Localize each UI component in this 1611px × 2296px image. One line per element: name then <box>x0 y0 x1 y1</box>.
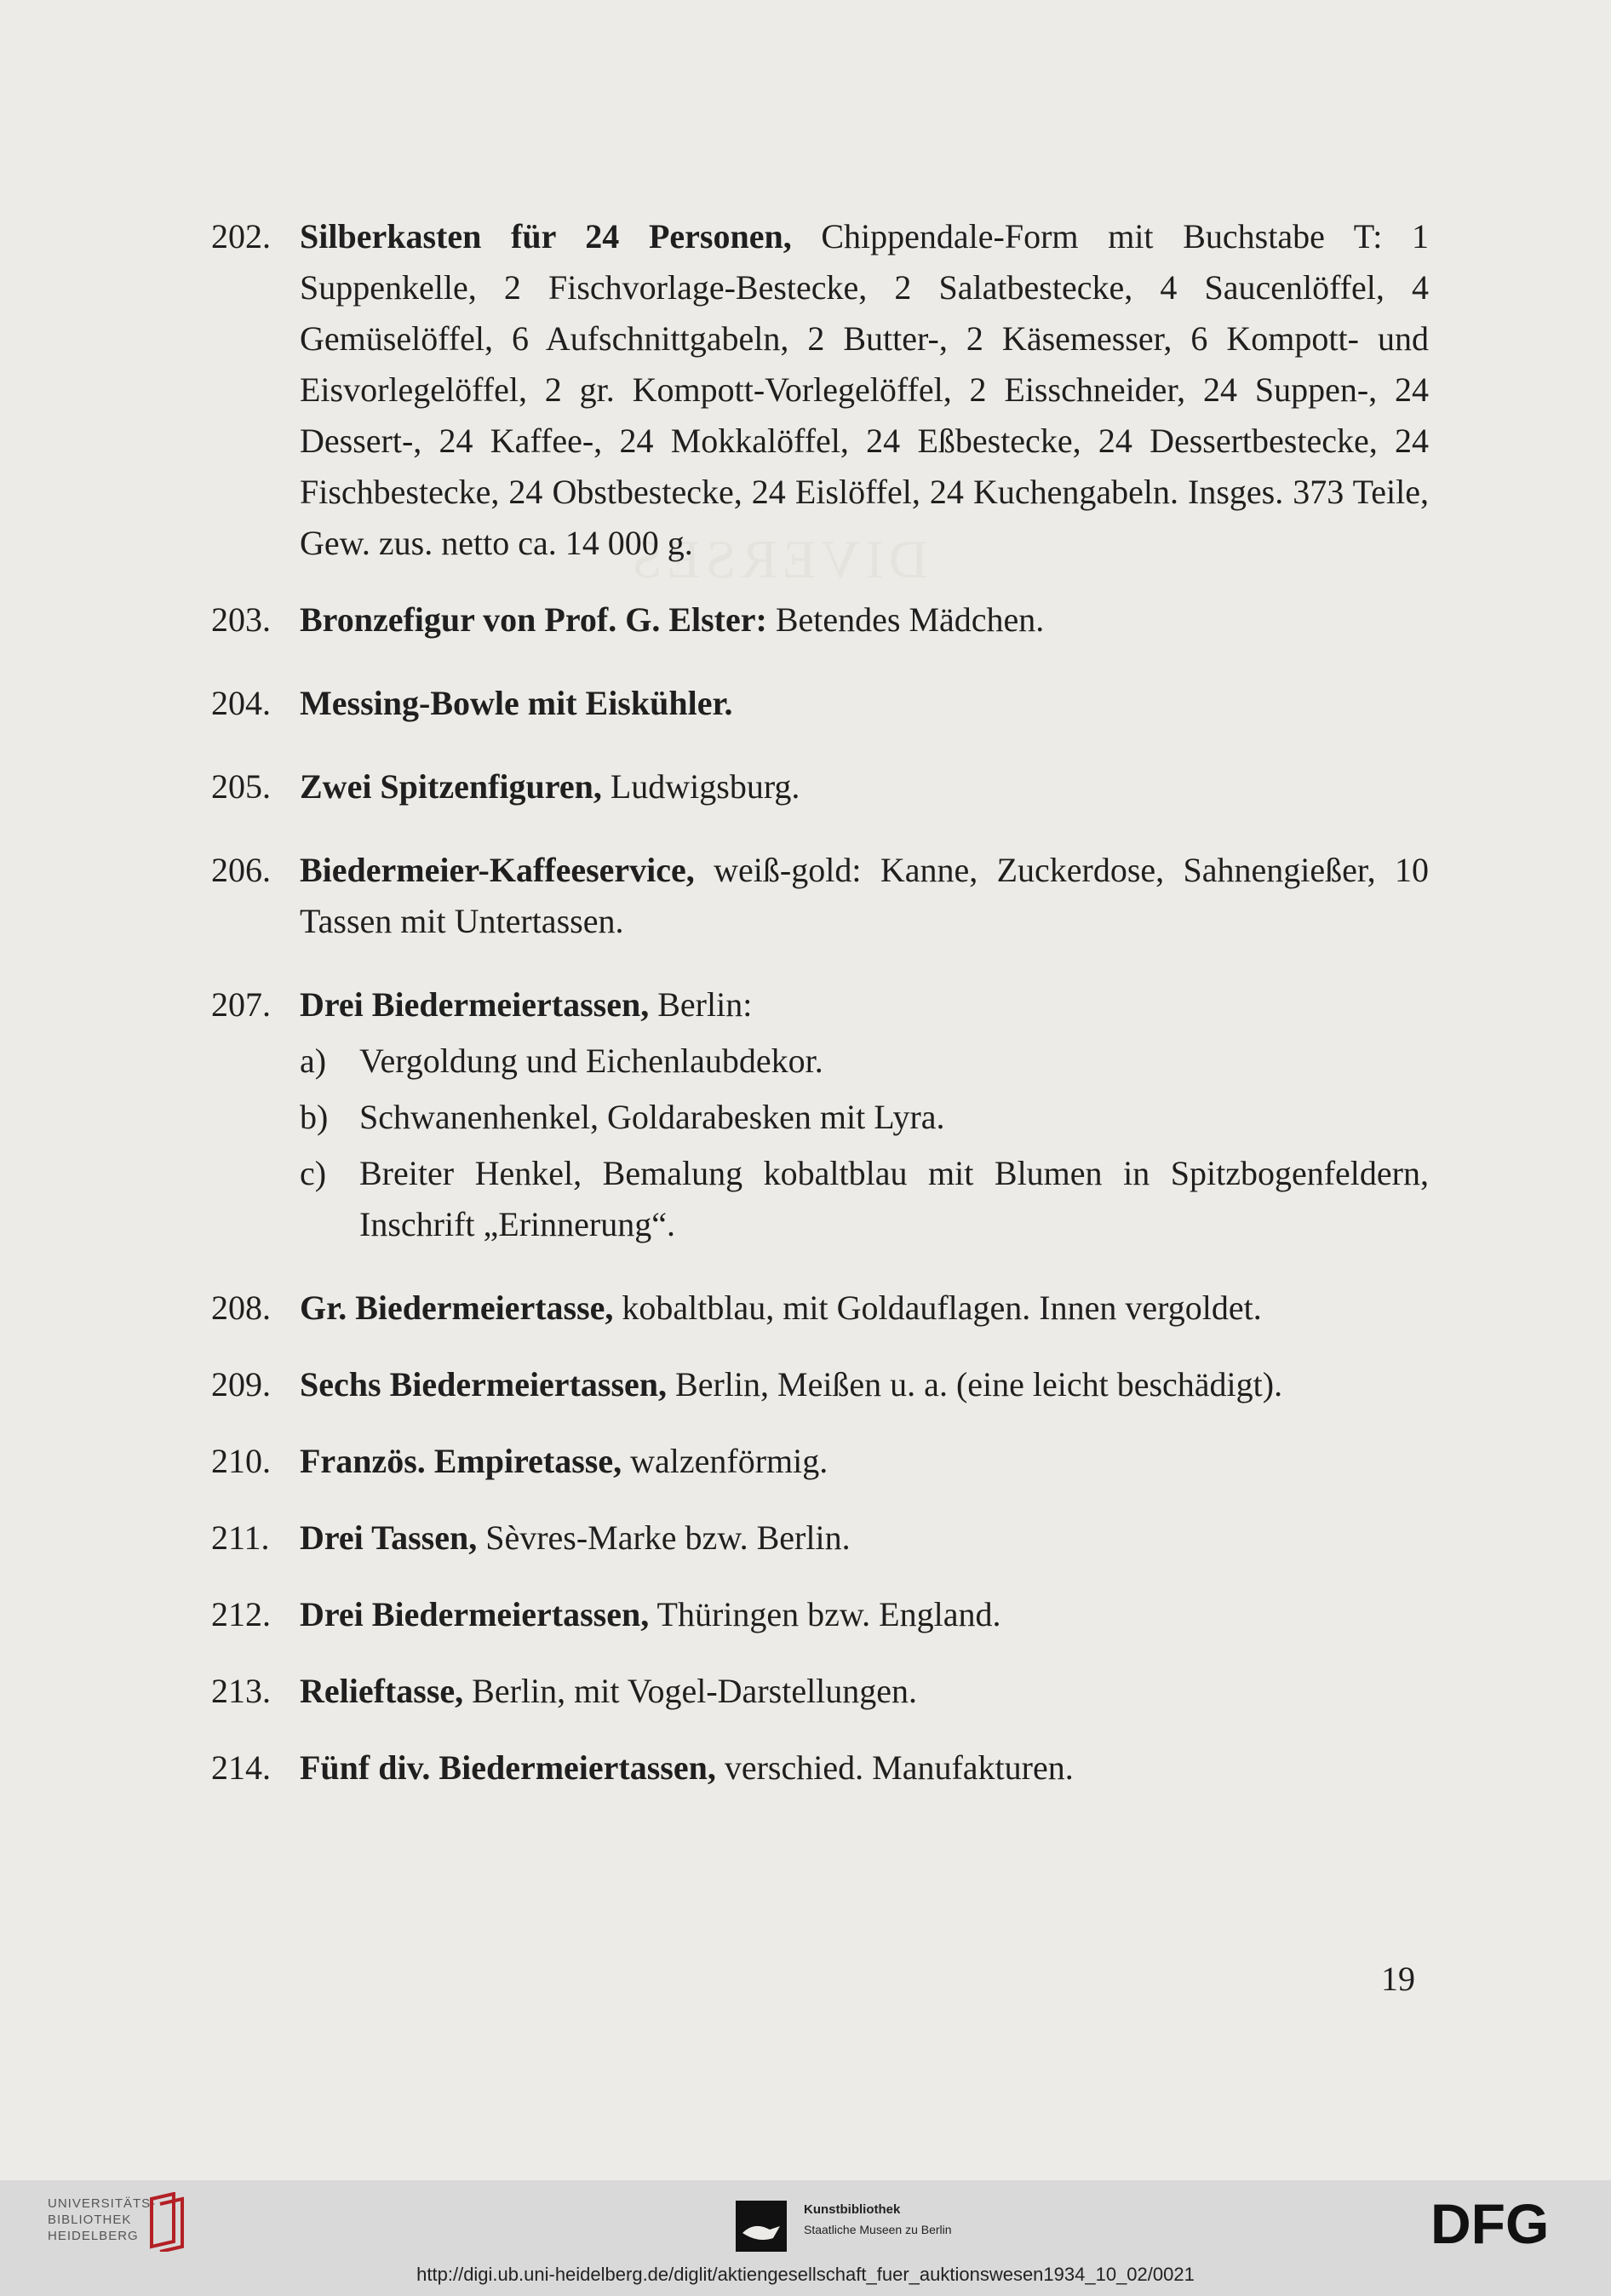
permalink-url[interactable]: http://digi.ub.uni-heidelberg.de/diglit/aktiengesellschaft_fuer_auktionswesen1934_10_02/0021 <box>416 2264 1195 2285</box>
ub-line: UNIVERSITÄTS- <box>48 2196 157 2211</box>
dfg-logo-text: DFG <box>1430 2194 1550 2253</box>
footer-bar <box>0 2180 1611 2296</box>
lot-description: Berlin, mit Vogel-Darstellungen. <box>463 1672 918 1710</box>
sub-item <box>300 1092 1429 1143</box>
page-number: 19 <box>1381 1960 1415 1998</box>
lot-entry <box>211 979 1429 1250</box>
lot-title: Drei Biedermeiertassen, <box>300 1595 650 1633</box>
ub-line: BIBLIOTHEK <box>48 2213 132 2227</box>
lot-title: Silberkasten für 24 Personen, <box>300 217 792 255</box>
lot-number: 211. <box>211 1518 270 1557</box>
sub-item <box>300 1148 1429 1250</box>
lot-entry <box>211 1359 1429 1410</box>
ub-line: HEIDELBERG <box>48 2229 139 2243</box>
sub-item-text: Breiter Henkel, Bemalung kobaltblau mit Blumen in Spitzbogenfeldern, Inschrift „Erinnerung“. <box>359 1154 1429 1243</box>
lot-number: 208. <box>211 1289 271 1327</box>
lot-number: 209. <box>211 1365 271 1403</box>
kunstbibliothek-logo-icon[interactable] <box>736 2201 787 2256</box>
lot-entry <box>211 1742 1429 1794</box>
lot-title: Gr. Biedermeiertasse, <box>300 1289 614 1327</box>
lot-title: Sechs Biedermeiertassen, <box>300 1365 668 1403</box>
lot-number: 202. <box>211 217 271 255</box>
lot-entry <box>211 1512 1429 1564</box>
lot-title: Drei Biedermeiertassen, <box>300 985 650 1024</box>
lot-title: Messing-Bowle mit Eiskühler. <box>300 684 733 722</box>
lot-description: Berlin, Meißen u. a. (eine leicht beschädigt). <box>667 1365 1283 1403</box>
lot-description: Chippendale-Form mit Buchstabe T: 1 Suppenkelle, 2 Fischvorlage-Bestecke, 2 Salatbestecke, 4 Saucenlöffel, 4 Gemüselöffel, 6 Aufschnittgabeln, 2 Butter-, 2 Käsemesser, 6 Kompott- und Eisvorlegelöffel, 2 gr. Kompott-Vorlegelöffel, 2 Eisschneider, 24 Suppen-, 24 Dessert-, 24 Kaffee-, 24 Mokkalöffel, 24 Eßbestecke, 24 Dessertbestecke, 24 Fischbestecke, 24 Obstbestecke, 24 Eislöffel, 24 Kuchengabeln. Insges. 373 Teile, Gew. zus. netto ca. 14 000 g. <box>300 217 1429 562</box>
kunstbibliothek-name: Kunstbibliothek <box>804 2202 901 2217</box>
lot-entry <box>211 1589 1429 1640</box>
sub-item <box>300 1036 1429 1087</box>
lot-entry <box>211 1283 1429 1334</box>
lot-description: walzenförmig. <box>622 1442 828 1480</box>
lot-number: 213. <box>211 1672 271 1710</box>
sub-item-letter: a) <box>300 1042 327 1080</box>
lot-description: Thüringen bzw. England. <box>649 1595 1001 1633</box>
lot-entry <box>211 1436 1429 1487</box>
lot-entry <box>211 761 1429 812</box>
lot-entry <box>211 678 1429 729</box>
lot-description: Berlin: <box>649 985 753 1024</box>
lot-number: 210. <box>211 1442 271 1480</box>
lot-number: 214. <box>211 1748 271 1787</box>
sub-item-text: Vergoldung und Eichenlaubdekor. <box>359 1042 823 1080</box>
lot-number: 207. <box>211 985 271 1024</box>
show-through-text: DIVERSES <box>627 529 928 589</box>
lot-title: Fünf div. Biedermeiertassen, <box>300 1748 716 1787</box>
kunstbibliothek-subtitle: Staatliche Museen zu Berlin <box>804 2223 952 2236</box>
lot-entry <box>211 1666 1429 1717</box>
lot-description: weiß-gold: Kanne, Zuckerdose, Sahnengießer, 10 Tassen mit Untertassen. <box>300 851 1429 940</box>
university-library-logo-icon[interactable] <box>143 2192 191 2256</box>
university-library-label[interactable] <box>48 2196 156 2244</box>
lot-title: Biedermeier-Kaffeeservice, <box>300 851 695 889</box>
lot-description: Sèvres-Marke bzw. Berlin. <box>477 1518 851 1557</box>
lot-number: 205. <box>211 767 271 806</box>
sub-item-text: Schwanenhenkel, Goldarabesken mit Lyra. <box>359 1098 945 1136</box>
lot-number: 203. <box>211 600 271 639</box>
lot-title: Französ. Empiretasse, <box>300 1442 622 1480</box>
lot-entry <box>211 594 1429 646</box>
lot-description: verschied. Manufakturen. <box>715 1748 1074 1787</box>
lot-title: Bronzefigur von Prof. G. Elster: <box>300 600 767 639</box>
lot-title: Drei Tassen, <box>300 1518 478 1557</box>
sub-item-letter: b) <box>300 1098 329 1136</box>
lot-title: Relieftasse, <box>300 1672 464 1710</box>
lot-list <box>211 211 1429 1794</box>
sub-item-letter: c) <box>300 1154 327 1192</box>
lot-title: Zwei Spitzenfiguren, <box>300 767 602 806</box>
lot-description: Betendes Mädchen. <box>766 600 1045 639</box>
lot-description: Ludwigsburg. <box>601 767 800 806</box>
dfg-logo-icon[interactable] <box>1430 2194 1584 2258</box>
lot-entry <box>211 211 1429 569</box>
lot-number: 212. <box>211 1595 271 1633</box>
lot-description: kobaltblau, mit Goldauflagen. Innen vergoldet. <box>613 1289 1262 1327</box>
lot-entry <box>211 845 1429 947</box>
lot-number: 206. <box>211 851 271 889</box>
lot-number: 204. <box>211 684 271 722</box>
